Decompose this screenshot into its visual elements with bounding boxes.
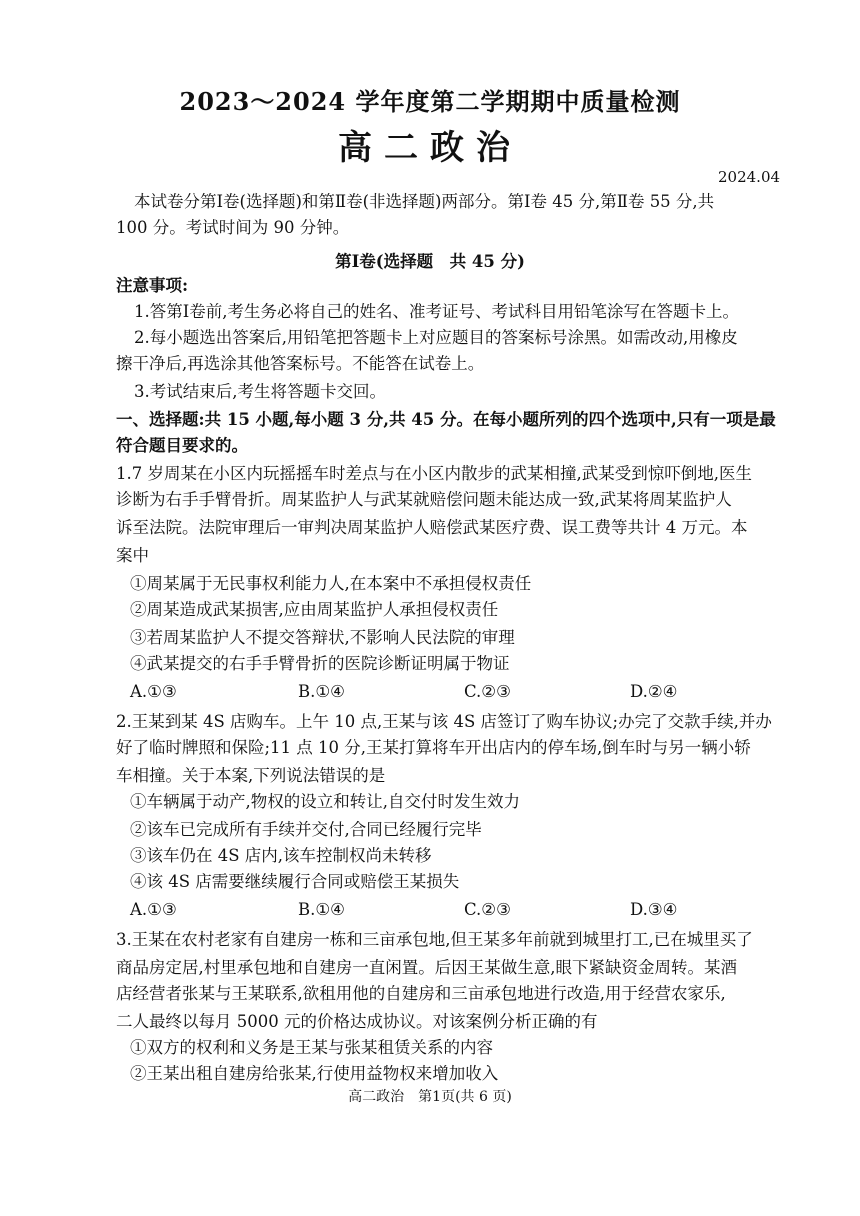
part-heading: 符合题目要求的。 (116, 436, 248, 455)
option-a: A.①③ (130, 682, 177, 701)
statement-item: ①双方的权利和义务是王某与张某租赁关系的内容 (130, 1038, 493, 1057)
question-stem: 案中 (116, 546, 149, 565)
note-item: 3.考试结束后,考生将答题卡交回。 (134, 382, 386, 401)
statement-item: ④武某提交的右手手臂骨折的医院诊断证明属于物证 (130, 654, 510, 673)
option-a: A.①③ (130, 900, 177, 919)
answer-options (130, 682, 770, 702)
option-b: B.①④ (298, 682, 345, 701)
question-stem: 好了临时牌照和保险;11 点 10 分,王某打算将车开出店内的停车场,倒车时与另一辆小轿 (116, 738, 751, 757)
option-d: D.②④ (630, 682, 678, 701)
question-stem: 1.7 岁周某在小区内玩摇摇车时差点与在小区内散步的武某相撞,武某受到惊吓倒地,医生 (116, 464, 752, 483)
statement-item: ①车辆属于动产,物权的设立和转让,自交付时发生效力 (130, 792, 520, 811)
exam-title: 2023～2024 学年度第二学期期中质量检测 (179, 87, 681, 116)
question-stem: 诉至法院。法院审理后一审判决周某监护人赔偿武某医疗费、误工费等共计 4 万元。本 (116, 518, 748, 537)
intro-line: 本试卷分第Ⅰ卷(选择题)和第Ⅱ卷(非选择题)两部分。第Ⅰ卷 45 分,第Ⅱ卷 55 分,共 (134, 192, 715, 211)
option-d: D.③④ (630, 900, 678, 919)
statement-item: ①周某属于无民事权利能力人,在本案中不承担侵权责任 (130, 574, 532, 593)
section-title: 第Ⅰ卷(选择题 共 45 分) (335, 252, 525, 271)
subject-title: 高二政治 (338, 128, 522, 168)
question-stem: 商品房定居,村里承包地和自建房一直闲置。后因王某做生意,眼下紧缺资金周转。某酒 (116, 958, 737, 977)
statement-item: ②周某造成武某损害,应由周某监护人承担侵权责任 (130, 600, 499, 619)
option-c: C.②③ (464, 900, 511, 919)
exam-date: 2024.04 (718, 168, 781, 186)
statement-item: ②该车已完成所有手续并交付,合同已经履行完毕 (130, 820, 482, 839)
note-item: 1.答第Ⅰ卷前,考生务必将自己的姓名、准考证号、考试科目用铅笔涂写在答题卡上。 (134, 302, 740, 321)
option-b: B.①④ (298, 900, 345, 919)
statement-item: ②王某出租自建房给张某,行使用益物权来增加收入 (130, 1064, 499, 1083)
question-stem: 3.王某在农村老家有自建房一栋和三亩承包地,但王某多年前就到城里打工,已在城里买了 (116, 930, 753, 949)
page-footer: 高二政治 第1页(共 6 页) (348, 1089, 512, 1105)
question-stem: 诊断为右手手臂骨折。周某监护人与武某就赔偿问题未能达成一致,武某将周某监护人 (116, 490, 732, 509)
statement-item: ④该 4S 店需要继续履行合同或赔偿王某损失 (130, 872, 460, 891)
intro-line: 100 分。考试时间为 90 分钟。 (116, 218, 350, 237)
question-stem: 店经营者张某与王某联系,欲租用他的自建房和三亩承包地进行改造,用于经营农家乐, (116, 984, 726, 1003)
question-stem: 二人最终以每月 5000 元的价格达成协议。对该案例分析正确的有 (116, 1012, 598, 1031)
question-stem: 车相撞。关于本案,下列说法错误的是 (116, 766, 386, 785)
statement-item: ③若周某监护人不提交答辩状,不影响人民法院的审理 (130, 628, 515, 647)
note-item: 2.每小题选出答案后,用铅笔把答题卡上对应题目的答案标号涂黑。如需改动,用橡皮 (134, 328, 738, 347)
part-heading: 一、选择题:共 15 小题,每小题 3 分,共 45 分。在每小题所列的四个选项中,只有一项是最 (116, 410, 776, 429)
statement-item: ③该车仍在 4S 店内,该车控制权尚未转移 (130, 846, 432, 865)
note-item: 擦干净后,再选涂其他答案标号。不能答在试卷上。 (116, 354, 485, 373)
notes-heading: 注意事项: (116, 276, 189, 295)
option-c: C.②③ (464, 682, 511, 701)
question-stem: 2.王某到某 4S 店购车。上午 10 点,王某与该 4S 店签订了购车协议;办完了交款手续,并办 (116, 712, 772, 731)
answer-options (130, 900, 770, 920)
